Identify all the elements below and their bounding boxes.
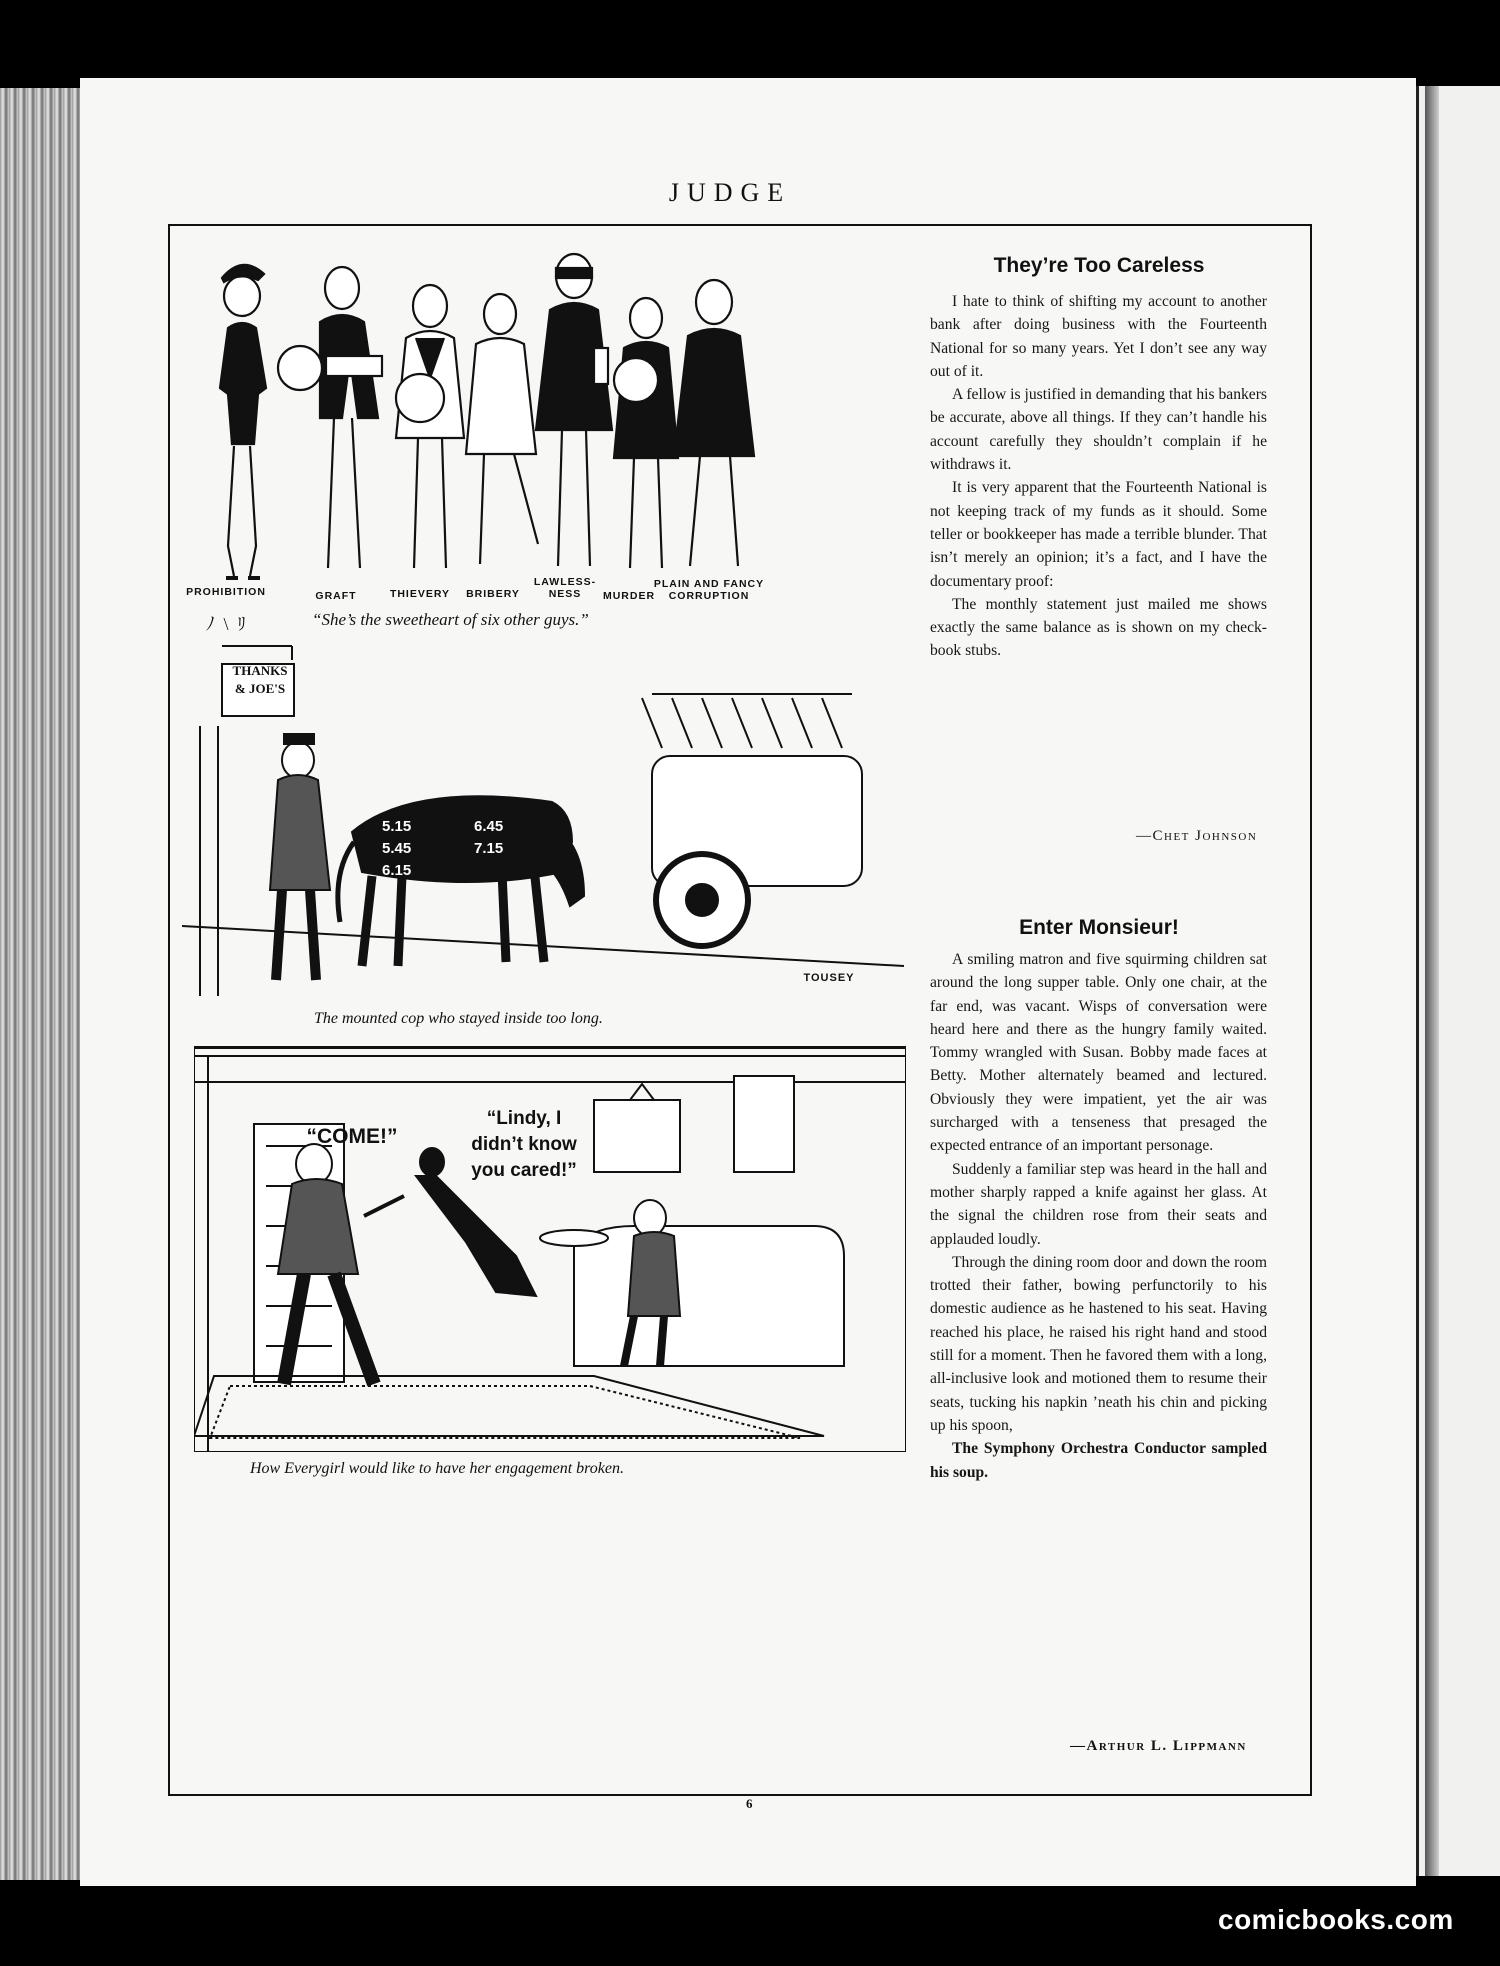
man-corruption xyxy=(674,280,754,566)
time-615: 6.15 xyxy=(382,862,412,879)
time-645: 6.45 xyxy=(474,818,504,835)
story-2-paragraph-4: The Symphony Orchestra Conductor sampled his soup. xyxy=(930,1440,1267,1481)
man-bribery xyxy=(466,294,538,564)
bubble-come: “COME!” xyxy=(306,1125,398,1148)
page-number: 6 xyxy=(746,1796,753,1811)
label-murder: MURDER xyxy=(602,590,656,602)
running-head: JUDGE xyxy=(668,178,792,207)
story-1-byline: —Chet Johnson xyxy=(1136,828,1258,844)
label-thievery: THIEVERY xyxy=(389,588,451,600)
story-1-paragraph-4: The monthly statement just mailed me shows exactly the same balance as is shown on my check-book stubs. xyxy=(930,595,1267,660)
artist-tousey: TOUSEY xyxy=(803,972,855,984)
man-murder xyxy=(614,298,678,568)
magazine-page xyxy=(80,78,1416,1886)
horse-times-right xyxy=(474,816,534,860)
label-lawlessness: LAWLESS- NESS xyxy=(533,576,597,600)
content-box xyxy=(168,224,1312,1796)
story-2-body xyxy=(930,948,1267,1484)
horse-times-left xyxy=(382,816,442,882)
story-2-paragraph-1: A smiling matron and five squirming children sat around the long supper table. Only one chair, at the far end, was vacant. Wisps of conversation were heard here and there as the hungry family waited. Tommy wrangled with Susan. Bobby made faces at Betty. Mother alternately beamed and lectured. Obviously they were impatient, yet the air was surcharged with a tenseness that presaged the expected entrance of an important personage. xyxy=(930,951,1267,1155)
time-715: 7.15 xyxy=(474,840,504,857)
adjacent-page-edge xyxy=(1416,86,1500,1876)
label-bribery: BRIBERY xyxy=(466,588,520,600)
story-2-title: Enter Monsieur! xyxy=(1019,916,1179,939)
cartoon-everygirl xyxy=(194,1046,906,1502)
story-1-title: They’re Too Careless xyxy=(993,254,1205,277)
story-1-body xyxy=(930,290,1267,663)
cartoon-mounted-cop xyxy=(182,636,904,1042)
artist-signature: ﾉ \ ﾘ xyxy=(206,614,249,634)
caption-everygirl: How Everygirl would like to have her engagement broken. xyxy=(250,1460,624,1477)
time-545: 5.45 xyxy=(382,840,412,857)
man-lawlessness xyxy=(536,254,612,566)
man-graft xyxy=(278,267,382,568)
caption-mounted-cop: The mounted cop who stayed inside too long. xyxy=(314,1010,603,1027)
book-page-edges xyxy=(0,88,92,1880)
story-2-paragraph-2: Suddenly a familiar step was heard in the hall and mother sharply rapped a knife against her glass. At the signal the children rose from their seats and applauded loudly. xyxy=(930,1160,1267,1248)
story-1-paragraph-3: It is very apparent that the Fourteenth National is not keeping track of my funds as it should. Some teller or bookkeeper has made a terrible blunder. That isn’t merely an opinion; it’s a fact, and I have the documentary proof: xyxy=(930,479,1267,590)
time-515: 5.15 xyxy=(382,818,412,835)
sign-thanks-joes: THANKS & JOE'S xyxy=(232,663,288,696)
label-graft: GRAFT xyxy=(315,590,357,602)
label-corruption: PLAIN AND FANCY CORRUPTION xyxy=(653,578,765,602)
watermark-link[interactable]: comicbooks.com xyxy=(1218,1904,1454,1935)
bubble-lindy: “Lindy, I didn’t know you cared!” xyxy=(471,1108,577,1181)
label-prohibition: PROHIBITION xyxy=(186,586,266,598)
caption-sweetheart: “She’s the sweetheart of six other guys.” xyxy=(312,610,589,629)
story-2-paragraph-3: Through the dining room door and down the room trotted their father, bowing perfunctorily to his domestic audience as he hastened to his seat. Having reached his place, he raised his right hand and stood still for a moment. Then he favored them with a long, all-inclusive look and motioned them to resume their seats, tucking his napkin ’neath his chin and picking up his spoon, xyxy=(930,1253,1267,1434)
story-1-paragraph-2: A fellow is justified in demanding that his bankers be accurate, above all things. If they can’t handle his account carefully they shouldn’t complain if he withdraws it. xyxy=(930,386,1267,474)
story-2-byline: —Arthur L. Lippmann xyxy=(1070,1738,1247,1754)
man-thievery xyxy=(396,285,464,568)
story-1-paragraph-1: I hate to think of shifting my account to another bank after doing business with the Fourteenth National for so many years. Yet I don’t see any way out of it. xyxy=(930,293,1267,380)
